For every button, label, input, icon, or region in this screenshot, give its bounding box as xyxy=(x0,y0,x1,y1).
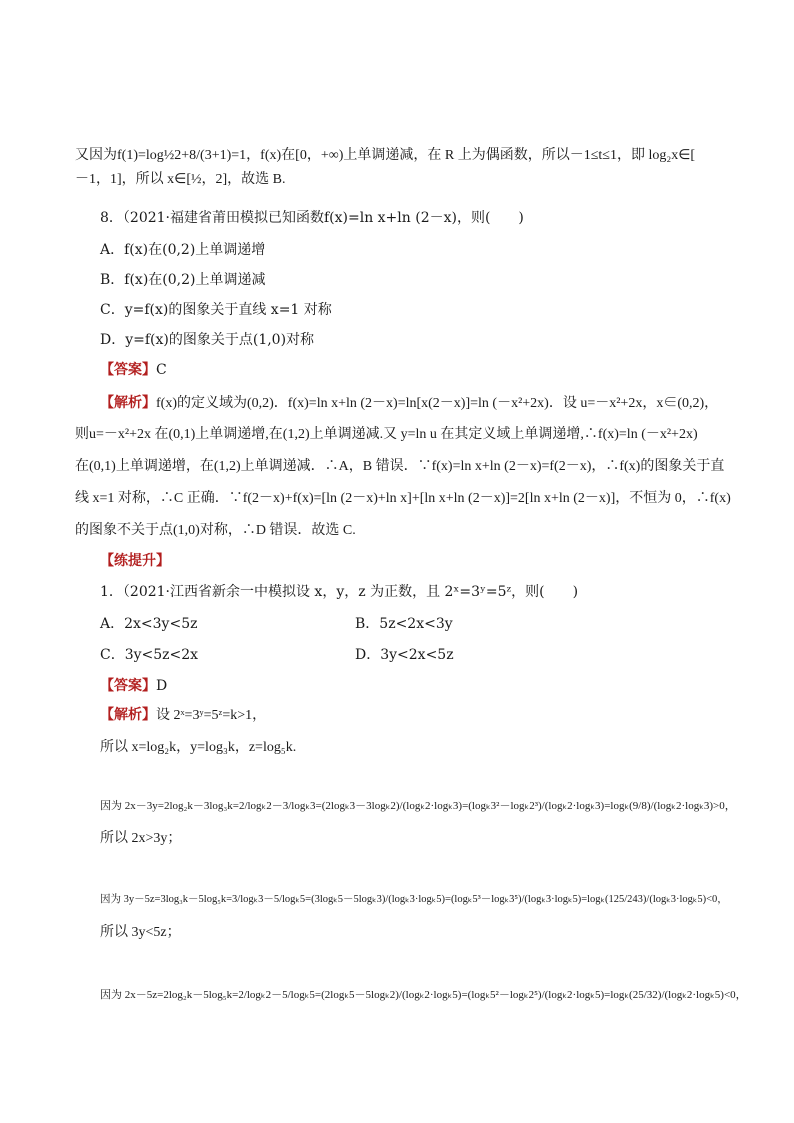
analysis-line: 则u=－x²+2x 在(0,1)上单调递增,在(1,2)上单调递减.又 y=ln u 在其定义域上单调递增,∴f(x)=ln (－x²+2x) xyxy=(75,427,698,442)
answer-line xyxy=(100,676,750,696)
analysis-line: 【解析】f(x)的定义域为(0,2)．f(x)=ln x+ln (2－x)=ln[x(2－x)]=ln (－x²+2x)．设 u=－x²+2x，x∈(0,2)， xyxy=(100,395,719,411)
analysis-label: 【解析】 xyxy=(100,707,156,723)
solution-line: 所以 3y<5z； xyxy=(100,925,181,940)
option-b: B．f(x)在(0,2)上单调递减 xyxy=(100,272,266,288)
answer-label: 【答案】 xyxy=(100,362,156,378)
paragraph-line: －1，1]，所以 x∈[½，2]，故选 B. xyxy=(75,172,286,187)
answer-label: 【答案】 xyxy=(100,678,156,694)
question-8: 8．（2021·福建省莆田模拟已知函数f(x)=ln x+ln (2－x)，则( ) xyxy=(100,210,524,226)
option-d: D．3y<2x<5z xyxy=(355,647,454,663)
solution-line: 因为 3y－5z=3log₃k－5log₅k=3/logₖ3－5/logₖ5=(3logₖ5－5logₖ3)/(logₖ3·logₖ5)=(logₖ5³－logₖ3⁵)/(logₖ3·logₖ5)=logₖ(125/243)/(logₖ3·logₖ5)<0， xyxy=(100,894,728,905)
option-row xyxy=(100,614,750,634)
option-c: C．3y<5z<2x xyxy=(100,647,199,663)
section-heading: 【练提升】 xyxy=(100,553,170,569)
problem-1: 1．（2021·江西省新余一中模拟设 x，y，z 为正数，且 2ˣ=3ʸ=5ᶻ，则( ) xyxy=(100,584,579,600)
option-row xyxy=(100,645,750,665)
solution-line: 所以 2x>3y； xyxy=(100,831,182,846)
solution-line: 因为 2x－3y=2log₂k－3log₃k=2/logₖ2－3/logₖ3=(2logₖ3－3logₖ2)/(logₖ2·logₖ3)=(logₖ3²－logₖ2³)/(logₖ2·logₖ3)=logₖ(9/8)/(logₖ2·logₖ3)>0， xyxy=(100,800,736,812)
answer-value: C xyxy=(156,362,167,378)
analysis-line: 【解析】设 2ˣ=3ʸ=5ᶻ=k>1， xyxy=(100,707,267,723)
analysis-line: 线 x=1 对称，∴C 正确．∵f(2－x)+f(x)=[ln (2－x)+ln x]+[ln x+ln (2－x)]=2[ln x+ln (2－x)]，不恒为 0，∴f(x) xyxy=(75,491,731,506)
answer-value: D xyxy=(156,678,168,694)
answer-line xyxy=(100,360,750,380)
analysis-label: 【解析】 xyxy=(100,395,156,411)
option-a: A．f(x)在(0,2)上单调递增 xyxy=(100,242,266,258)
solution-line: 因为 2x－5z=2log₂k－5log₅k=2/logₖ2－5/logₖ5=(2logₖ5－5logₖ2)/(logₖ2·logₖ5)=(logₖ5²－logₖ2⁵)/(logₖ2·logₖ5)=logₖ(25/32)/(logₖ2·logₖ5)<0， xyxy=(100,989,747,1001)
paragraph-line: 又因为f(1)=log½2+8/(3+1)=1，f(x)在[0，+∞)上单调递减，在 R 上为偶函数，所以－1≤t≤1，即 log₂x∈[ xyxy=(75,148,696,163)
option-c: C．y=f(x)的图象关于直线 x=1 对称 xyxy=(100,302,332,318)
option-d: D．y=f(x)的图象关于点(1,0)对称 xyxy=(100,332,315,348)
solution-line: 所以 x=log₂k，y=log₃k，z=log₅k. xyxy=(100,740,297,755)
analysis-line: 在(0,1)上单调递增，在(1,2)上单调递减．∴A，B 错误．∵f(x)=ln x+ln (2－x)=f(2－x)，∴f(x)的图象关于直 xyxy=(75,459,725,474)
option-a: A．2x<3y<5z xyxy=(100,616,198,632)
analysis-line: 的图象不关于点(1,0)对称，∴D 错误．故选 C. xyxy=(75,523,356,538)
option-b: B．5z<2x<3y xyxy=(355,616,453,632)
